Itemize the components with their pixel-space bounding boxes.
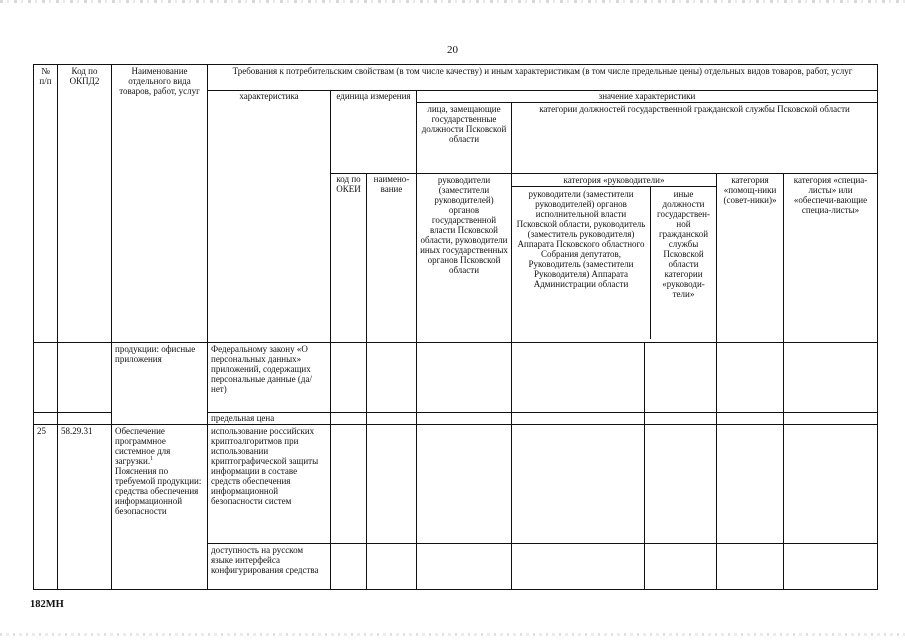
cell-cont-char-1: Федеральному закону «О персональных данных» приложений, содержащих персональные данные (да/нет) <box>208 342 331 412</box>
cell-cont-code-b <box>58 412 112 424</box>
document-code: 182МН <box>30 599 64 610</box>
cell-25-empty-7 <box>784 425 878 544</box>
cell-cont-empty-10 <box>417 412 512 424</box>
cell-25-char-1: использование российских криптоалгоритмов при использовании криптографической защиты информации в составе средств обеспечения информационной безопасности систем <box>208 425 331 544</box>
cell-cont-empty-2 <box>367 342 417 412</box>
footnote-mark: 1 <box>150 456 154 462</box>
cell-25-empty-5 <box>645 425 717 544</box>
cell-25-empty-9 <box>367 543 417 589</box>
cell-cont-char-2: предельная цена <box>208 412 331 424</box>
cell-cont-num-b <box>34 412 58 424</box>
cell-cont-empty-13 <box>717 412 784 424</box>
page-number: 20 <box>447 44 458 56</box>
header-civil-service: категории должностей государственной гражданской службы Псковской области <box>512 103 878 173</box>
cell-25-code: 58.29.31 <box>58 425 112 590</box>
category-leaders-label: категория «руководители» <box>512 174 716 187</box>
header-requirements: Требования к потребительским свойствам (в том числе качеству) и иным характеристикам (в том числе предельные цены) отдельных видов товаров, работ, услуг <box>208 65 878 91</box>
scan-bottom-edge <box>0 633 905 636</box>
cell-cont-empty-9 <box>367 412 417 424</box>
header-category-leaders <box>512 173 717 342</box>
cell-cont-empty-4 <box>512 342 645 412</box>
cell-25-empty-11 <box>512 543 645 589</box>
cell-cont-empty-11 <box>512 412 645 424</box>
header-state-positions: лица, замещающие государственные должности Псковской области <box>417 103 512 173</box>
cell-25-empty-14 <box>784 543 878 589</box>
cell-cont-empty-14 <box>784 412 878 424</box>
header-name: Наименование отдельного вида товаров, работ, услуг <box>112 65 208 343</box>
header-value: значение характеристики <box>417 91 878 103</box>
leaders-exec: руководители (заместители руководителей) органов исполнительной власти Псковской области, руководитель (заместитель руководителя) Аппарата Псковского областного Собрания депутатов, Руководитель (заместители Руководителя) Аппарата Администрации области <box>512 187 651 339</box>
scan-top-edge <box>0 0 905 3</box>
header-heads: руководители (заместители руководителей) органов государственной власти Псковской области, руководители иных государственных органов Псковской области <box>417 173 512 342</box>
cell-cont-num <box>34 342 58 412</box>
cell-cont-code <box>58 342 112 412</box>
cell-cont-empty-7 <box>784 342 878 412</box>
requirements-table <box>33 64 878 590</box>
header-category-assistants: категория «помощ-ники (совет-ники)» <box>717 173 784 342</box>
cell-cont-empty-8 <box>331 412 367 424</box>
header-characteristic: характеристика <box>208 91 331 342</box>
cell-cont-name: продукции: офисные приложения <box>112 342 208 424</box>
cell-cont-empty-1 <box>331 342 367 412</box>
cell-cont-empty-3 <box>417 342 512 412</box>
header-unit: единица измерения <box>331 91 417 173</box>
cell-25-char-2: доступность на русском языке интерфейса конфигурирования средства <box>208 543 331 589</box>
cell-25-empty-13 <box>717 543 784 589</box>
header-num: № п/п <box>34 65 58 343</box>
cell-25-empty-1 <box>331 425 367 544</box>
cell-cont-empty-6 <box>717 342 784 412</box>
cell-25-name-main: Обеспечение программное системное для загрузки. <box>115 426 171 466</box>
header-unit-name: наимено-вание <box>367 173 417 342</box>
cell-25-name-rest: Пояснения по требуемой продукции: средства обеспечения информационной безопасности <box>115 466 202 516</box>
cell-25-empty-12 <box>645 543 717 589</box>
cell-cont-empty-5 <box>645 342 717 412</box>
cell-25-empty-6 <box>717 425 784 544</box>
header-category-specialists: категория «специа-листы» или «обеспечи-вающие специа-листы» <box>784 173 878 342</box>
leaders-other: иные должности государствен-ной гражданской службы Псковской области категории «руководи-тели» <box>656 188 710 299</box>
header-okpd: Код по ОКПД2 <box>58 65 112 343</box>
cell-25-empty-8 <box>331 543 367 589</box>
cell-25-num: 25 <box>34 425 58 590</box>
cell-cont-empty-12 <box>645 412 717 424</box>
cell-25-empty-3 <box>417 425 512 544</box>
header-unit-code: код по ОКЕИ <box>331 173 367 342</box>
cell-25-name <box>112 425 208 590</box>
cell-25-empty-2 <box>367 425 417 544</box>
cell-25-empty-10 <box>417 543 512 589</box>
cell-25-empty-4 <box>512 425 645 544</box>
